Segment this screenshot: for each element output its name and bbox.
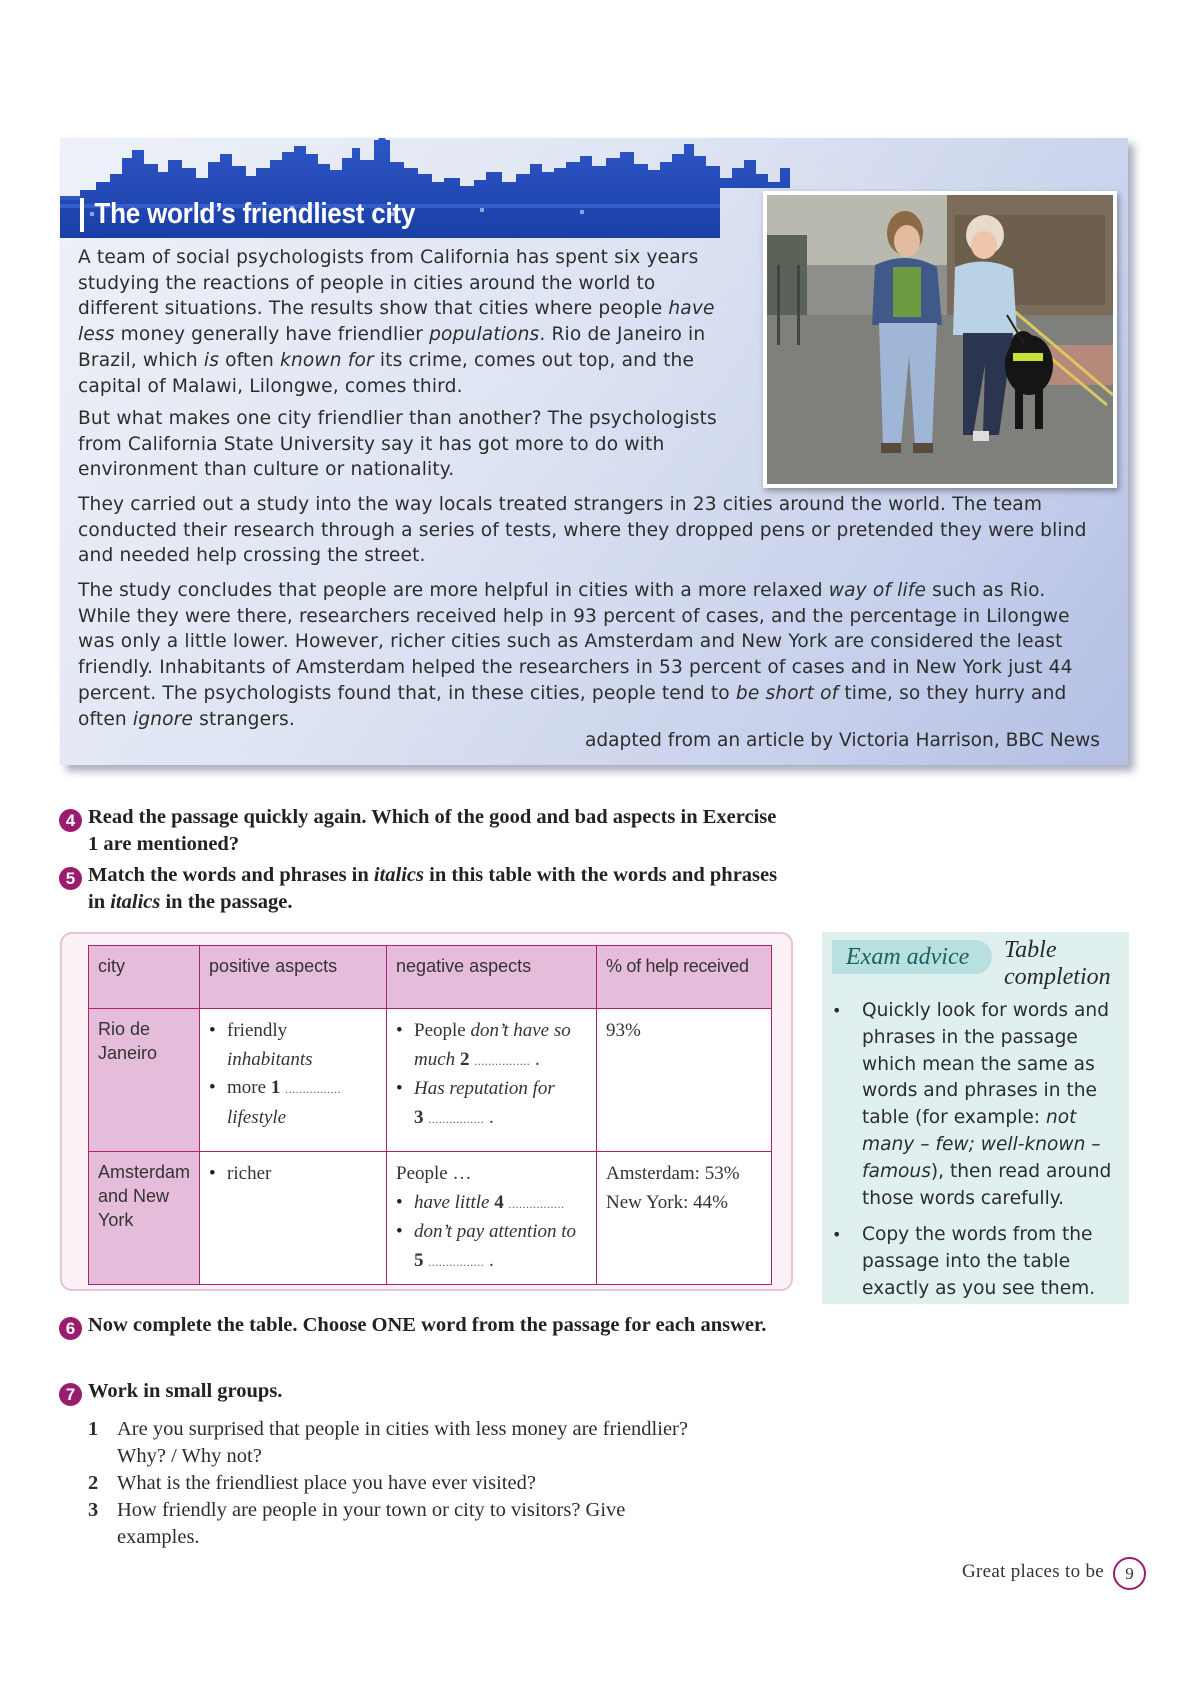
text-segment: Match the words and phrases in bbox=[88, 864, 374, 886]
text-segment: ), then read around those words carefully. bbox=[862, 1160, 1112, 1209]
cell-help-amsterdam bbox=[597, 1152, 772, 1285]
gap-number-2: 2 bbox=[459, 1048, 470, 1070]
article-panel bbox=[60, 138, 1128, 765]
article-paragraph-3 bbox=[78, 492, 1088, 569]
text-segment: The study concludes that people are more helpful in cities with a more relaxed bbox=[78, 580, 829, 601]
question-text: What is the friendliest place you have ever visited? bbox=[117, 1472, 536, 1494]
completion-table bbox=[88, 945, 772, 1285]
text-segment: strangers. bbox=[193, 708, 295, 730]
text-segment: in the passage. bbox=[160, 891, 293, 913]
list-item bbox=[209, 1160, 377, 1189]
list-item bbox=[396, 1189, 587, 1219]
exam-advice-tag: Exam advice bbox=[832, 940, 992, 974]
exam-advice-box bbox=[822, 932, 1129, 1304]
text-segment: time, so they hurry and often bbox=[78, 682, 1067, 730]
text-segment: such as Rio. While they were there, researchers received help in 93 percent of cases, and the percentage in Lilongwe was only a little lower. However, richer cities such as Amsterdam and New York are considered the least friendly. Inhabitants of Amsterdam helped the researchers in 53 percent of cases and in New York just 44 percent. The psychologists found that, in these cities, people tend to bbox=[78, 580, 1073, 704]
text-segment: in this table with the words and phrases in bbox=[88, 864, 778, 913]
advice-item-1 bbox=[862, 998, 1124, 1212]
exercise-4-instruction: Read the passage quickly again. Which of the good and bad aspects in Exercise 1 are mentioned? bbox=[88, 806, 777, 855]
page-number: 9 bbox=[1113, 1557, 1146, 1590]
question-text: How friendly are people in your town or city to visitors? Give examples. bbox=[117, 1499, 626, 1548]
italic-phrase: italics bbox=[373, 864, 424, 886]
cell-city-amsterdam: Amsterdam and New York bbox=[89, 1152, 200, 1285]
list-item bbox=[396, 1017, 587, 1075]
full-stop: . bbox=[489, 1249, 494, 1271]
article-paragraph-4 bbox=[78, 578, 1098, 732]
negative-item-italic: don’t have so much bbox=[414, 1020, 571, 1070]
article-photo bbox=[763, 191, 1117, 488]
positive-item-text: richer bbox=[227, 1163, 272, 1184]
negative-item-italic: have little bbox=[414, 1191, 490, 1213]
negative-item-text: People bbox=[414, 1020, 471, 1041]
table-row-amsterdam bbox=[89, 1152, 772, 1285]
cell-negative-amsterdam bbox=[387, 1152, 597, 1285]
italic-phrase: is bbox=[203, 349, 220, 371]
negative-intro: People … bbox=[396, 1163, 472, 1184]
list-item bbox=[209, 1017, 377, 1074]
gap-number-1: 1 bbox=[270, 1077, 281, 1098]
positive-item-italic: lifestyle bbox=[227, 1106, 287, 1128]
text-segment: They carried out a study into the way locals treated strangers in 23 cities around the world. The team conducted their research through a series of tests, where they dropped pens or pretended they were blind and needed help crossing the street. bbox=[78, 494, 1087, 567]
exercise-number-6: 6 bbox=[59, 1317, 82, 1340]
article-source: adapted from an article by Victoria Harrison, BBC News bbox=[584, 730, 1100, 751]
answer-gap-1[interactable] bbox=[285, 1082, 341, 1096]
exercise-5-instruction bbox=[88, 862, 788, 916]
question-text: Are you surprised that people in cities with less money are friendlier? Why? / Why not? bbox=[117, 1418, 688, 1467]
list-item bbox=[396, 1075, 587, 1133]
positive-item-italic: inhabitants bbox=[227, 1048, 313, 1070]
italic-phrase: italics bbox=[110, 891, 161, 913]
help-new-york: New York: 44% bbox=[606, 1191, 728, 1213]
italic-phrase: ignore bbox=[132, 708, 194, 730]
question-number: 1 bbox=[88, 1418, 99, 1440]
cell-help-rio: 93% bbox=[597, 1009, 772, 1152]
cell-positive-amsterdam bbox=[200, 1152, 387, 1285]
footer-unit-title: Great places to be bbox=[961, 1561, 1104, 1582]
advice-item-2: • Copy the words from the passage into the table exactly as you see them. bbox=[862, 1222, 1124, 1302]
article-paragraph-1 bbox=[78, 245, 738, 399]
list-item bbox=[209, 1074, 377, 1132]
cell-positive-rio bbox=[200, 1009, 387, 1152]
positive-item-text: friendly bbox=[227, 1020, 288, 1041]
header-positive-aspects: positive aspects bbox=[200, 946, 387, 1009]
negative-item-italic: Has reputation for bbox=[414, 1078, 555, 1099]
answer-gap-5[interactable] bbox=[428, 1255, 484, 1269]
full-stop: . bbox=[534, 1048, 540, 1070]
question-number: 2 bbox=[88, 1472, 99, 1494]
negative-item-italic: don’t pay attention to bbox=[414, 1221, 577, 1242]
table-row-rio bbox=[89, 1009, 772, 1152]
italic-phrase: be short of bbox=[735, 682, 839, 704]
exercise-number-5: 5 bbox=[59, 867, 82, 890]
text-segment: A team of social psychologists from California has spent six years studying the reactions of people in cities around the world to different situations. The results show that cities where people bbox=[78, 247, 699, 320]
text-segment: Quickly look for words and phrases in the passage which mean the same as words and phrases in the table (for example: bbox=[862, 1000, 1110, 1129]
positive-item-text: more bbox=[227, 1077, 271, 1098]
full-stop: . bbox=[489, 1106, 494, 1128]
cell-negative-rio bbox=[387, 1009, 597, 1152]
answer-gap-3[interactable] bbox=[428, 1112, 484, 1126]
list-item bbox=[396, 1218, 587, 1276]
text-segment: . Rio de Janeiro in Brazil, which bbox=[78, 324, 706, 371]
exercise-number-4: 4 bbox=[59, 809, 82, 832]
question-number: 3 bbox=[88, 1499, 99, 1521]
header-negative-aspects: negative aspects bbox=[387, 946, 597, 1009]
header-city: city bbox=[89, 946, 200, 1009]
exercise-7-instruction: Work in small groups. bbox=[88, 1380, 283, 1402]
header-help-received: % of help received bbox=[597, 946, 772, 1009]
help-amsterdam: Amsterdam: 53% bbox=[606, 1163, 740, 1184]
exam-advice-title: Table completion bbox=[1004, 937, 1111, 990]
gap-number-3: 3 bbox=[414, 1106, 424, 1128]
gap-number-5: 5 bbox=[414, 1249, 424, 1271]
italic-phrase: have less bbox=[78, 298, 715, 346]
cell-city-rio: Rio de Janeiro bbox=[89, 1009, 200, 1152]
table-header-row bbox=[89, 946, 772, 1009]
answer-gap-2[interactable] bbox=[474, 1054, 530, 1068]
italic-phrase: populations bbox=[429, 324, 540, 346]
italic-phrase: way of life bbox=[828, 580, 927, 601]
italic-phrase: not many – few; well-known – famous bbox=[862, 1107, 1101, 1182]
text-segment: often bbox=[219, 349, 281, 371]
photo-two-women-guide-dog bbox=[767, 195, 1113, 484]
text-segment: But what makes one city friendlier than another? The psychologists from California State University say it has got more to do with environment than culture or nationality. bbox=[78, 408, 717, 481]
article-title: The world’s friendliest city bbox=[94, 198, 416, 230]
text-segment: its crime, comes out top, and the capital of Malawi, Lilongwe, comes third. bbox=[78, 349, 695, 397]
exercise-number-7: 7 bbox=[59, 1383, 82, 1406]
exercise-6-instruction: Now complete the table. Choose ONE word from the passage for each answer. bbox=[88, 1314, 767, 1336]
italic-phrase: known for bbox=[280, 349, 374, 371]
answer-gap-4[interactable] bbox=[508, 1197, 564, 1211]
text-segment: money generally have friendlier bbox=[114, 324, 430, 346]
article-paragraph-2 bbox=[78, 406, 738, 483]
gap-number-4: 4 bbox=[494, 1191, 504, 1213]
